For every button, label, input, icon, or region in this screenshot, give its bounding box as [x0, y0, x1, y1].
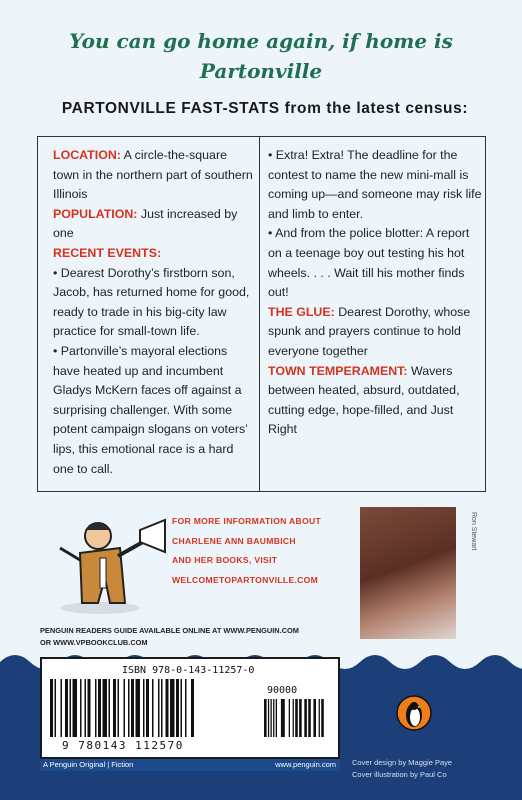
stats-left-column: [53, 146, 253, 479]
design-credit: Cover design by Maggie Paye: [352, 758, 453, 767]
barcode-panel: [40, 657, 340, 759]
cover-credits: [352, 757, 520, 781]
illustration-credit: Cover illustration by Paul Co: [352, 770, 447, 779]
author-photo: [360, 507, 456, 639]
promo-line: CHARLENE ANN BAUMBICH: [172, 535, 296, 546]
promo-url[interactable]: WELCOMETOPARTONVILLE.COM: [172, 574, 319, 585]
barcode-digits: 9 780143 112570: [62, 739, 184, 752]
glue-label: THE GLUE:: [268, 304, 335, 319]
town-crier-illustration: [40, 508, 170, 618]
headline-line-1: You can go home again, if home is: [69, 29, 453, 53]
stats-right-column: [268, 146, 482, 440]
isbn-number: ISBN 978-0-143-11257-0: [122, 665, 255, 676]
population-text: Just increased by one: [53, 206, 238, 241]
imprint-label: A Penguin Original | Fiction: [43, 760, 134, 769]
author-promo: [172, 512, 362, 590]
recent-events-label: RECENT EVENTS:: [53, 245, 162, 260]
readers-guide-note: [40, 625, 360, 649]
publisher-url[interactable]: www.penguin.com: [275, 760, 336, 769]
glue-entry: [268, 303, 482, 362]
photo-credit: Ron Stewart: [470, 512, 477, 551]
price-code: 90000: [267, 685, 298, 696]
location-text: A circle-the-square town in the northern part of southern Illinois: [53, 148, 253, 202]
column-divider: [259, 137, 260, 491]
event-item: • Partonville’s mayoral elections have heated up and incumbent Gladys McKern faces off against a surprising challenger. With some potent campaign slogans on voters’ lips, this emotional race is a hard one to call.: [53, 343, 248, 476]
promo-line: AND HER BOOKS, VISIT: [172, 555, 278, 565]
headline-line-2: Partonville: [199, 59, 323, 83]
guide-line: OR WWW.VPBOOKCLUB.COM: [40, 638, 148, 647]
guide-line: PENGUIN READERS GUIDE AVAILABLE ONLINE AT WWW.PENGUIN.COM: [40, 626, 299, 635]
event-item: • Dearest Dorothy’s firstborn son, Jacob, has returned home for good, ready to trade in his big-city law practice for small-town life.: [53, 265, 250, 339]
headline: [40, 26, 482, 86]
barcode-icon: [42, 677, 338, 747]
temperament-entry: [268, 362, 482, 440]
temperament-text: Wavers between heated, absurd, outdated, cutting edge, hope-filled, and Just Right: [268, 363, 460, 437]
location-entry: [53, 146, 253, 205]
population-entry: [53, 205, 253, 244]
event-item: • And from the police blotter: A report on a teenage boy out testing his hot wheels. . . . Wait till his mother finds out!: [268, 226, 470, 300]
location-label: LOCATION:: [53, 148, 121, 162]
fast-stats-box: [37, 136, 486, 492]
promo-line: FOR MORE INFORMATION ABOUT: [172, 516, 322, 526]
glue-text: Dearest Dorothy, whose spunk and prayers continue to hold everyone together: [268, 304, 471, 358]
temperament-label: TOWN TEMPERAMENT:: [268, 363, 408, 378]
fast-stats-heading: PARTONVILLE FAST-STATS from the latest census:: [61, 100, 469, 117]
event-item: • Extra! Extra! The deadline for the contest to name the new mini-mall is coming up—and someone may risk life and limb to enter.: [268, 148, 482, 221]
population-label: POPULATION:: [53, 206, 138, 221]
penguin-logo-icon: [396, 695, 432, 731]
publisher-footer: [40, 759, 340, 771]
